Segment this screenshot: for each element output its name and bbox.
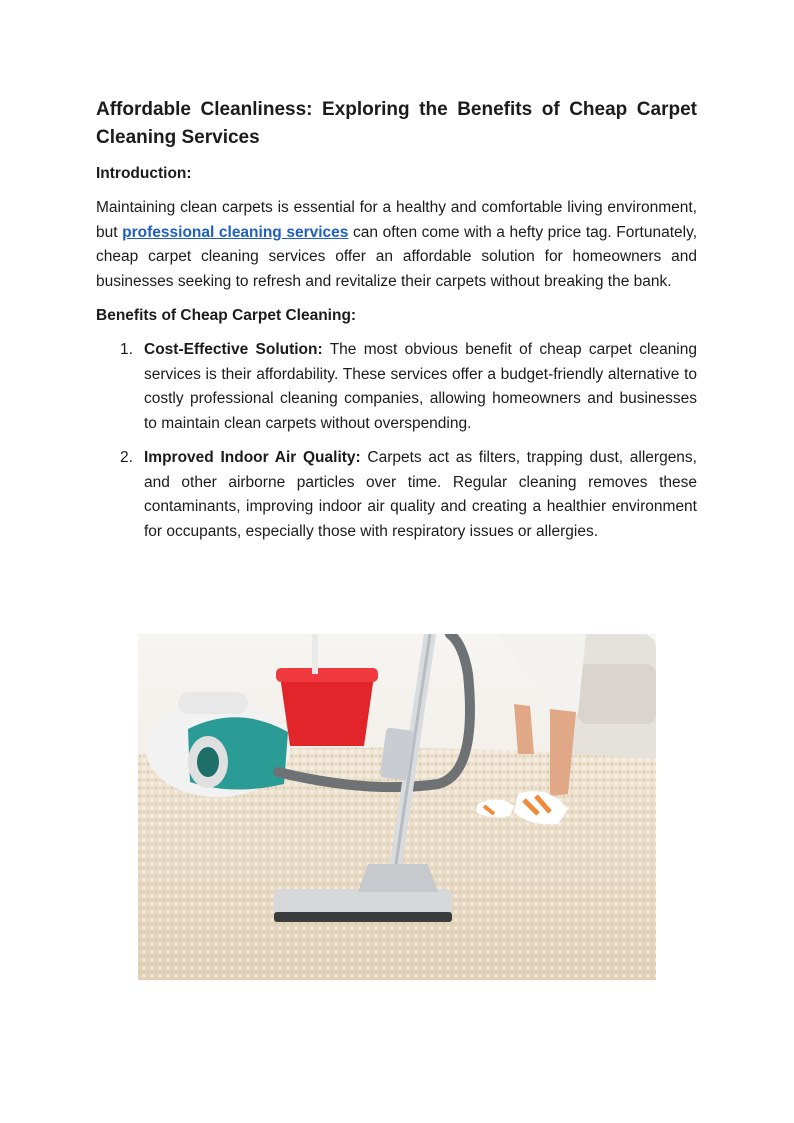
intro-text-after: can often come with a hefty price tag. Fortunately, cheap carpet cleaning services offer an affordable solution for homeowners and businesses seeking to refresh and revitalize their carpets without breaking the bank. bbox=[96, 223, 697, 290]
benefit-title: Cost-Effective Solution: bbox=[144, 341, 323, 358]
intro-text-before: Maintaining clean carpets is essential for a healthy and comfortable living environment, but bbox=[96, 199, 697, 241]
benefit-item bbox=[96, 446, 697, 544]
benefit-item bbox=[96, 338, 697, 436]
professional-cleaning-link[interactable]: professional cleaning services bbox=[122, 223, 349, 241]
intro-paragraph bbox=[96, 196, 697, 294]
benefit-title: Improved Indoor Air Quality: bbox=[144, 449, 361, 466]
benefits-heading: Benefits of Cheap Carpet Cleaning: bbox=[96, 307, 357, 324]
vacuum-cleaning-photo bbox=[138, 634, 656, 980]
document-page bbox=[96, 96, 697, 554]
document-title: Affordable Cleanliness: Exploring the Benefits of Cheap Carpet Cleaning Services bbox=[96, 99, 697, 148]
benefit-text: Carpets act as filters, trapping dust, allergens, and other airborne particles over time. Regular cleaning removes these contaminants, improving indoor air quality and creating a healthier environment for occupants, especially those with respiratory issues or allergies. bbox=[144, 449, 697, 540]
benefits-list bbox=[96, 338, 697, 544]
benefit-number: 1. bbox=[120, 341, 133, 358]
benefit-number: 2. bbox=[120, 449, 133, 466]
intro-heading: Introduction: bbox=[96, 165, 192, 182]
benefit-text: The most obvious benefit of cheap carpet cleaning services is their affordability. These services offer a budget-friendly alternative to costly professional cleaning companies, allowing homeowners and businesses to maintain clean carpets without overspending. bbox=[144, 341, 697, 432]
